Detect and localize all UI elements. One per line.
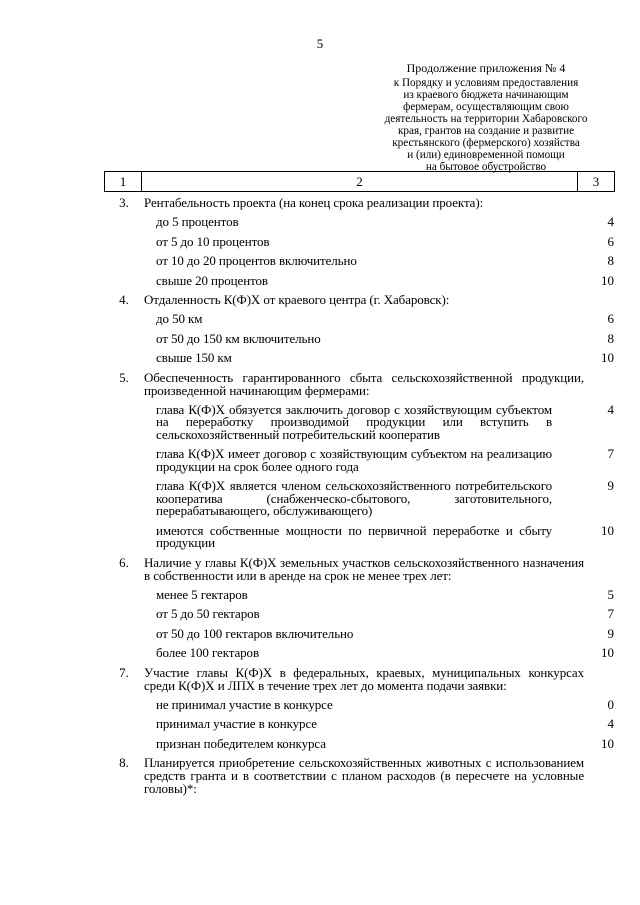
option-score: 6 xyxy=(607,233,614,249)
option-score: 10 xyxy=(601,272,614,288)
option-score: 10 xyxy=(601,350,614,365)
table-header xyxy=(104,171,615,192)
option-score: 8 xyxy=(607,253,614,268)
criterion-option xyxy=(104,735,614,751)
criterion-option xyxy=(104,216,614,229)
criterion-option xyxy=(104,330,614,346)
appendix-title: Продолжение приложения № 4 xyxy=(406,61,566,75)
criteria-list xyxy=(104,196,614,795)
header-col-1: 1 xyxy=(105,172,142,191)
criterion-number: 4. xyxy=(119,292,129,307)
option-text: менее 5 гектаров xyxy=(156,586,248,602)
option-text: до 50 км xyxy=(156,311,203,326)
criterion-section xyxy=(104,196,614,209)
option-text: свыше 150 км xyxy=(156,350,232,365)
criterion-option xyxy=(104,313,614,326)
appendix-line: фермерам, осуществляющим свою xyxy=(403,101,569,113)
header-col-3: 3 xyxy=(592,173,600,189)
appendix-line: края, грантов на создание и развитие xyxy=(397,125,575,137)
criterion-option xyxy=(104,401,614,442)
option-score: 10 xyxy=(601,645,614,660)
option-score: 6 xyxy=(607,311,614,326)
appendix-caption xyxy=(360,62,612,173)
appendix-line: из краевого бюджета начинающим xyxy=(403,89,569,101)
option-score: 7 xyxy=(607,606,614,621)
option-text: не принимал участие в конкурсе xyxy=(156,696,333,712)
criterion-section xyxy=(104,556,614,582)
criterion-title: Наличие у главы К(Ф)Х земельных участков сельскохозяйственного назначения в собственности или в аренде на срок не менее трех лет: xyxy=(144,554,584,583)
criterion-option xyxy=(104,480,614,518)
criterion-number: 6. xyxy=(119,554,129,570)
criterion-title: Обеспеченность гарантированного сбыта сельскохозяйственной продукции, произведенной начинающим фермерами: xyxy=(144,369,584,398)
option-text: свыше 20 процентов xyxy=(156,272,268,288)
option-text: от 50 до 100 гектаров включительно xyxy=(156,625,354,641)
option-score: 10 xyxy=(601,522,614,538)
option-score: 7 xyxy=(607,446,614,461)
criterion-number: 5. xyxy=(119,369,129,385)
option-text: глава К(Ф)Х является членом сельскохозяйственного потребительского кооператива (снабженческо-сбытового, заготовительного, перерабатывающего, обслуживающего) xyxy=(156,478,552,518)
option-score: 8 xyxy=(607,330,614,346)
criterion-option xyxy=(104,352,614,365)
option-score: 0 xyxy=(607,696,614,712)
option-score: 9 xyxy=(607,625,614,641)
criterion-option xyxy=(104,647,614,660)
criterion-option xyxy=(104,272,614,288)
option-text: признан победителем конкурса xyxy=(156,735,326,751)
option-score: 10 xyxy=(601,735,614,751)
appendix-line: к Порядку и условиям предоставления xyxy=(393,77,579,89)
criterion-option xyxy=(104,233,614,249)
criterion-section xyxy=(104,666,614,692)
option-text: глава К(Ф)Х имеет договор с хозяйствующим субъектом на реализацию продукции на срок более одного года xyxy=(156,446,552,474)
option-text: имеются собственные мощности по первичной переработке и сбыту продукции xyxy=(156,522,552,550)
appendix-line: крестьянского (фермерского) хозяйства xyxy=(392,137,580,149)
option-text: от 10 до 20 процентов включительно xyxy=(156,253,357,268)
criterion-option xyxy=(104,608,614,621)
criterion-title: Рентабельность проекта (на конец срока реализации проекта): xyxy=(144,195,484,210)
header-col-2: 2 xyxy=(142,172,578,191)
criterion-title: Отдаленность К(Ф)Х от краевого центра (г. Хабаровск): xyxy=(144,292,450,307)
option-score: 4 xyxy=(607,716,614,731)
option-score: 4 xyxy=(607,214,614,229)
appendix-line: на бытовое обустройство xyxy=(425,161,547,173)
appendix-line: деятельность на территории Хабаровского xyxy=(384,113,588,125)
appendix-line: и (или) единовременной помощи xyxy=(407,149,565,161)
criterion-number: 8. xyxy=(119,755,129,770)
option-text: от 5 до 10 процентов xyxy=(156,233,270,249)
option-text: от 50 до 150 км включительно xyxy=(156,330,321,346)
criterion-option xyxy=(104,255,614,268)
option-score: 4 xyxy=(607,401,614,417)
page-number: 5 xyxy=(316,36,324,51)
criterion-option xyxy=(104,586,614,602)
option-text: принимал участие в конкурсе xyxy=(156,716,317,731)
criterion-number: 7. xyxy=(119,664,129,680)
option-text: от 5 до 50 гектаров xyxy=(156,606,260,621)
option-text: до 5 процентов xyxy=(156,214,239,229)
criterion-option xyxy=(104,625,614,641)
criterion-section xyxy=(104,756,614,795)
option-text: глава К(Ф)Х обязуется заключить договор с хозяйствующим субъектом на переработку производимой продукции или вступить в сельскохозяйственный потребительский кооператив xyxy=(156,401,552,442)
option-score: 9 xyxy=(607,478,614,493)
criterion-number: 3. xyxy=(119,195,129,210)
option-score: 5 xyxy=(607,586,614,602)
criterion-option xyxy=(104,448,614,473)
criterion-title: Участие главы К(Ф)Х в федеральных, краевых, муниципальных конкурсах среди К(Ф)Х и ЛПХ в течение трех лет до момента подачи заявки: xyxy=(144,664,584,693)
criterion-option xyxy=(104,718,614,731)
criterion-section xyxy=(104,293,614,306)
criterion-option xyxy=(104,696,614,712)
criterion-option xyxy=(104,522,614,550)
criterion-section xyxy=(104,371,614,397)
option-text: более 100 гектаров xyxy=(156,645,259,660)
criterion-title: Планируется приобретение сельскохозяйственных животных с использованием средств гранта и в соответствии с планом расходов (в пересчете на условные головы)*: xyxy=(144,755,584,796)
